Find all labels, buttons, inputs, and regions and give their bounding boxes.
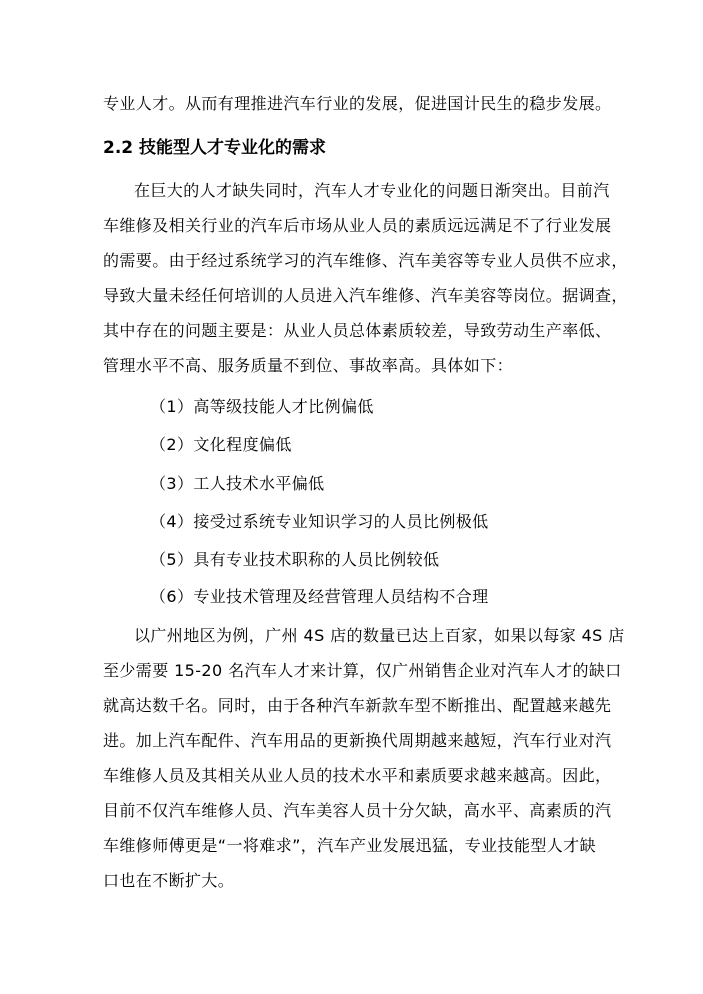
- list-item: （2）文化程度偏低: [150, 435, 292, 454]
- list-item: （6）专业技术管理及经营管理人员结构不合理: [150, 587, 489, 606]
- text-line: 导致大量未经任何培训的人员进入汽车维修、汽车美容等岗位。据调查，: [103, 286, 628, 305]
- text-line: 其中存在的问题主要是：从业人员总体素质较差，导致劳动生产率低、: [103, 321, 612, 340]
- text-line: 至少需要 15-20 名汽车人才来计算，仅广州销售企业对汽车人才的缺口: [103, 661, 622, 680]
- text-line: 管理水平不高、服务质量不到位、事故率高。具体如下：: [103, 356, 514, 375]
- text-line: 车维修及相关行业的汽车后市场从业人员的素质远远满足不了行业发展: [103, 216, 612, 235]
- text-line: 专业人才。从而有理推进汽车行业的发展，促进国计民生的稳步发展。: [103, 94, 612, 113]
- text-line: 在巨大的人才缺失同时，汽车人才专业化的问题日渐突出。目前汽: [134, 181, 610, 200]
- text-line: 目前不仅汽车维修人员、汽车美容人员十分欠缺，高水平、高素质的汽: [103, 801, 612, 820]
- text-line: 的需要。由于经过系统学习的汽车维修、汽车美容等专业人员供不应求，: [103, 251, 628, 270]
- text-line: 以广州地区为例，广州 4S 店的数量已达上百家，如果以每家 4S 店: [134, 626, 625, 645]
- list-item: （3）工人技术水平偏低: [150, 474, 325, 493]
- text-line: 就高达数千名。同时，由于各种汽车新款车型不断推出、配置越来越先: [103, 696, 612, 715]
- list-item: （4）接受过系统专业知识学习的人员比例极低: [150, 512, 489, 531]
- list-item: （5）具有专业技术职称的人员比例较低: [150, 550, 440, 569]
- text-line: 口也在不断扩大。: [103, 871, 235, 890]
- text-line: 进。加上汽车配件、汽车用品的更新换代周期越来越短，汽车行业对汽: [103, 731, 612, 750]
- section-heading: 2.2 技能型人才专业化的需求: [103, 138, 327, 158]
- list-item: （1）高等级技能人才比例偏低: [150, 397, 374, 416]
- text-line: 车维修师傅更是“一将难求”，汽车产业发展迅猛，专业技能型人才缺: [103, 836, 596, 855]
- text-line: 车维修人员及其相关从业人员的技术水平和素质要求越来越高。因此，: [103, 766, 612, 785]
